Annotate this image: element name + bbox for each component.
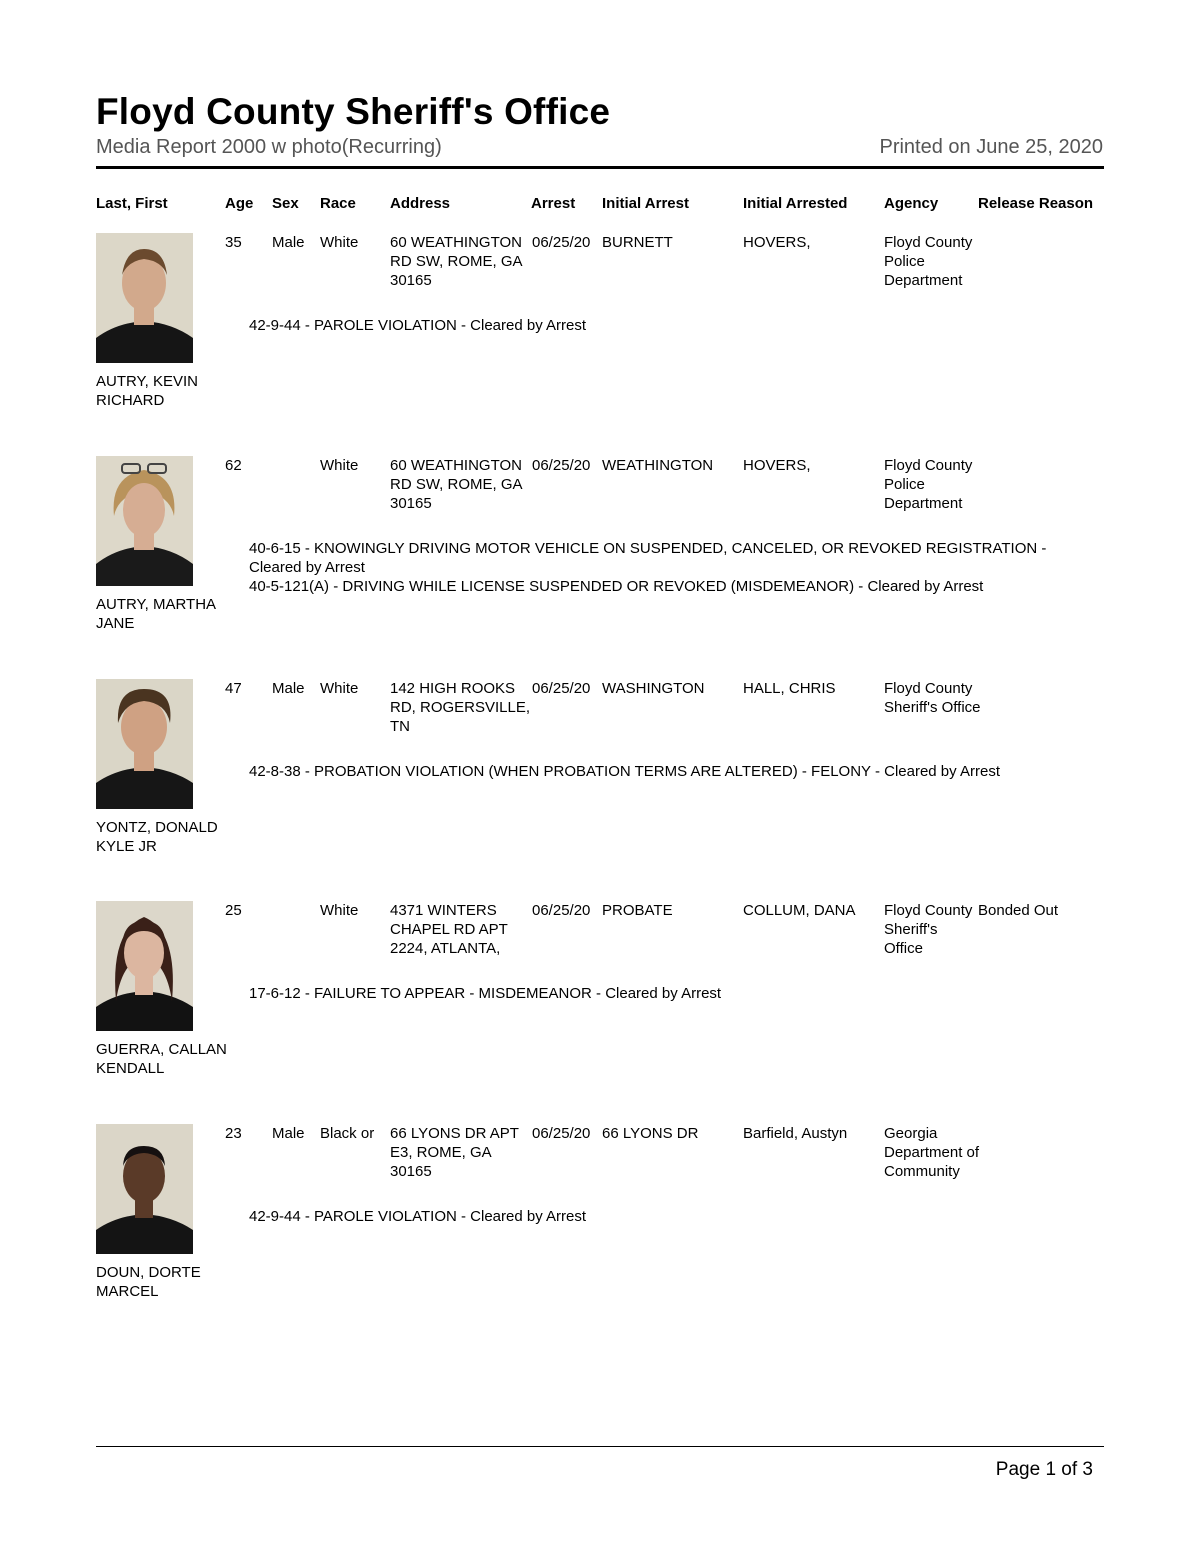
age-cell: 47 [225,680,242,697]
printed-date: Printed on June 25, 2020 [879,136,1103,158]
arrest-date-cell: 06/25/20 [532,1125,591,1142]
sex-cell: Male [272,1125,305,1142]
agency-cell: Floyd County Police Department [884,457,973,512]
initial-arrest-cell: WEATHINGTON [602,457,714,474]
person-name: AUTRY, MARTHA JANE [96,596,216,632]
race-cell: White [320,680,359,697]
mugshot-photo [96,233,193,363]
arrest-record [0,901,1200,1121]
agency-cell: Floyd County Police Department [884,234,973,289]
initial-arrest-cell: BURNETT [602,234,673,251]
charges-list [249,984,1099,1003]
person-name: YONTZ, DONALD KYLE JR [96,819,218,855]
charge-line: 42-9-44 - PAROLE VIOLATION - Cleared by Arrest [249,1208,587,1225]
charges-list [249,762,1099,781]
mugshot-image [96,233,193,363]
address-cell: 60 WEATHINGTON RD SW, ROME, GA 30165 [390,457,522,512]
race-cell: White [320,902,359,919]
agency-cell: Floyd County Sheriff's Office [884,680,981,716]
arrest-record [0,1124,1200,1344]
initial-arrest-cell: WASHINGTON [602,680,705,697]
column-header-age: Age [225,195,254,212]
address-cell: 60 WEATHINGTON RD SW, ROME, GA 30165 [390,234,522,289]
agency-cell: Georgia Department of Community [884,1125,980,1180]
charge-line: 42-9-44 - PAROLE VIOLATION - Cleared by Arrest [249,317,587,334]
address-cell: 66 LYONS DR APT E3, ROME, GA 30165 [390,1125,519,1180]
initial-arrest-cell: PROBATE [602,902,673,919]
charge-line: 17-6-12 - FAILURE TO APPEAR - MISDEMEANOR - Cleared by Arrest [249,985,722,1002]
age-cell: 23 [225,1125,242,1142]
address-cell: 142 HIGH ROOKS RD, ROGERSVILLE, TN [390,680,531,735]
charges-list [249,316,1099,335]
charges-list [249,539,1099,596]
arrest-date-cell: 06/25/20 [532,680,591,697]
page-number: Page 1 of 3 [995,1459,1093,1480]
mugshot-image [96,901,193,1031]
arrest-record [0,233,1200,453]
person-name: GUERRA, CALLAN KENDALL [96,1041,227,1077]
column-header-release-reason: Release Reason [978,195,1094,212]
mugshot-photo [96,1124,193,1254]
age-cell: 35 [225,234,242,251]
race-cell: White [320,457,359,474]
person-name: AUTRY, KEVIN RICHARD [96,373,198,409]
initial-arrested-cell: HOVERS, [743,234,811,251]
initial-arrested-cell: COLLUM, DANA [743,902,856,919]
report-subtitle: Media Report 2000 w photo(Recurring) [96,136,442,158]
charge-line: 40-6-15 - KNOWINGLY DRIVING MOTOR VEHICLE ON SUSPENDED, CANCELED, OR REVOKED REGISTRATION - Cleared by Arrest [249,540,1047,576]
age-cell: 25 [225,902,242,919]
arrest-date-cell: 06/25/20 [532,234,591,251]
arrest-date-cell: 06/25/20 [532,902,591,919]
race-cell: White [320,234,359,251]
initial-arrested-cell: HOVERS, [743,457,811,474]
mugshot-photo [96,679,193,809]
sex-cell: Male [272,234,305,251]
column-header-initial-arrest: Initial Arrest [602,195,689,212]
mugshot-photo [96,456,193,586]
charges-list [249,1207,1099,1226]
mugshot-image [96,679,193,809]
column-header-agency: Agency [884,195,939,212]
charge-line: 40-5-121(A) - DRIVING WHILE LICENSE SUSPENDED OR REVOKED (MISDEMEANOR) - Cleared by Arrest [249,578,984,595]
column-header-initial-arrested: Initial Arrested [743,195,848,212]
header-divider [96,166,1104,169]
footer-divider [96,1446,1104,1447]
race-cell: Black or [320,1125,375,1142]
mugshot-image [96,1124,193,1254]
column-header-address: Address [390,195,451,212]
arrest-record [0,456,1200,676]
agency-cell: Floyd County Sheriff's Office [884,902,973,957]
age-cell: 62 [225,457,242,474]
initial-arrested-cell: Barfield, Austyn [743,1125,848,1142]
initial-arrested-cell: HALL, CHRIS [743,680,836,697]
mugshot-photo [96,901,193,1031]
arrest-record [0,679,1200,899]
sex-cell: Male [272,680,305,697]
release-reason-cell: Bonded Out [978,902,1059,919]
address-cell: 4371 WINTERS CHAPEL RD APT 2224, ATLANTA, [390,902,508,957]
column-header-arrest: Arrest [531,195,576,212]
arrest-date-cell: 06/25/20 [532,457,591,474]
initial-arrest-cell: 66 LYONS DR [602,1125,699,1142]
person-name: DOUN, DORTE MARCEL [96,1264,201,1300]
mugshot-image [96,456,193,586]
column-header-name: Last, First [96,195,168,212]
report-title: Floyd County Sheriff's Office [96,91,611,132]
column-header-race: Race [320,195,356,212]
charge-line: 42-8-38 - PROBATION VIOLATION (WHEN PROBATION TERMS ARE ALTERED) - FELONY - Cleared by Arrest [249,763,1000,780]
column-header-sex: Sex [272,195,299,212]
